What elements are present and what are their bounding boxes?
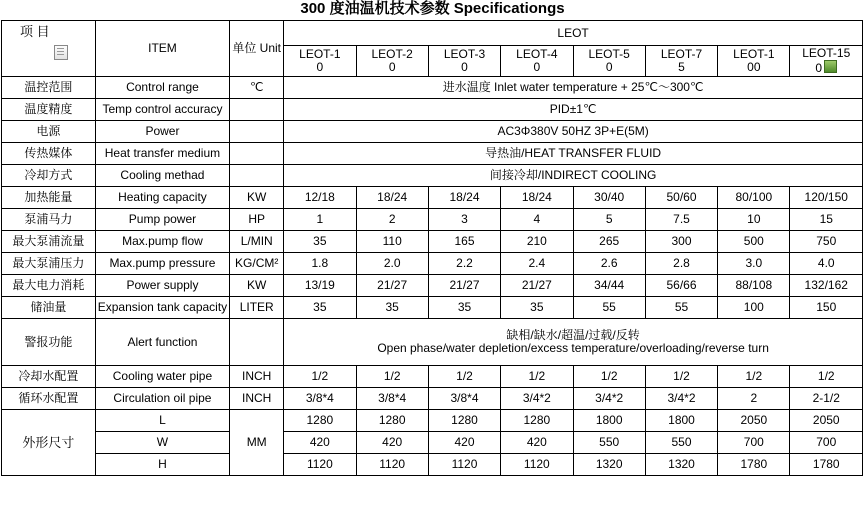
cell: 1120 — [428, 454, 500, 476]
row-label-en: Expansion tank capacity — [95, 297, 229, 319]
row-label-cn: 冷却水配置 — [2, 366, 96, 388]
cell: 7.5 — [645, 209, 717, 231]
cell: 265 — [573, 231, 645, 253]
table-row — [2, 253, 863, 275]
row-label-en: Power — [95, 121, 229, 143]
row-unit: KW — [230, 275, 284, 297]
row-label-en: Temp control accuracy — [95, 99, 229, 121]
table-row — [2, 388, 863, 410]
row-unit: KG/CM² — [230, 253, 284, 275]
row-label-en: Max.pump pressure — [95, 253, 229, 275]
row-label-cn: 警报功能 — [2, 319, 96, 366]
row-value-merged: 进水温度 Inlet water temperature + 25℃～300℃ — [284, 77, 863, 99]
row-label-cn: 循环水配置 — [2, 388, 96, 410]
row-label-cn: 最大泵浦压力 — [2, 253, 96, 275]
row-unit — [230, 99, 284, 121]
table-row — [2, 366, 863, 388]
cell: 35 — [356, 297, 428, 319]
row-value-merged: PID±1℃ — [284, 99, 863, 121]
row-label-cn: 最大电力消耗 — [2, 275, 96, 297]
cell: 1/2 — [501, 366, 573, 388]
dimension-unit: MM — [230, 410, 284, 476]
cell: 750 — [790, 231, 863, 253]
cell: 18/24 — [356, 187, 428, 209]
row-label-en: Pump power — [95, 209, 229, 231]
row-label-cn: 冷却方式 — [2, 165, 96, 187]
cell: 3/4*2 — [573, 388, 645, 410]
cell: 55 — [573, 297, 645, 319]
cell: 420 — [501, 432, 573, 454]
cell: 1280 — [284, 410, 356, 432]
table-row — [2, 77, 863, 99]
header-model-6: LEOT-7 5 — [645, 46, 717, 77]
specification-table — [1, 20, 863, 476]
row-label-cn: 温控范围 — [2, 77, 96, 99]
cell: 1.8 — [284, 253, 356, 275]
cell: 700 — [790, 432, 863, 454]
table-row-dimension — [2, 410, 863, 432]
cell: 210 — [501, 231, 573, 253]
cell: 3/8*4 — [356, 388, 428, 410]
header-model-group: LEOT — [284, 21, 863, 46]
row-label-cn: 最大泵浦流量 — [2, 231, 96, 253]
header-item-en: ITEM — [95, 21, 229, 77]
cell: 2050 — [718, 410, 790, 432]
flag-icon — [824, 60, 837, 73]
cell: 3/4*2 — [501, 388, 573, 410]
row-unit: LITER — [230, 297, 284, 319]
dimension-axis-label: L — [95, 410, 229, 432]
cell: 550 — [573, 432, 645, 454]
cell: 55 — [645, 297, 717, 319]
row-unit — [230, 165, 284, 187]
cell: 3/8*4 — [428, 388, 500, 410]
cell: 34/44 — [573, 275, 645, 297]
row-label-en: Max.pump flow — [95, 231, 229, 253]
header-model-4: LEOT-4 0 — [501, 46, 573, 77]
cell: 550 — [645, 432, 717, 454]
cell: 1/2 — [356, 366, 428, 388]
header-model-5: LEOT-5 0 — [573, 46, 645, 77]
page-title: 300 度油温机技术参数 Specificationgs — [300, 0, 565, 17]
header-model-7: LEOT-1 00 — [718, 46, 790, 77]
cell: 120/150 — [790, 187, 863, 209]
cell: 30/40 — [573, 187, 645, 209]
cell: 1120 — [501, 454, 573, 476]
cell: 88/108 — [718, 275, 790, 297]
cell: 110 — [356, 231, 428, 253]
cell: 300 — [645, 231, 717, 253]
table-row — [2, 231, 863, 253]
cell: 2.4 — [501, 253, 573, 275]
table-row — [2, 165, 863, 187]
cell: 35 — [284, 231, 356, 253]
cell: 420 — [284, 432, 356, 454]
cell: 21/27 — [428, 275, 500, 297]
row-label-cn: 储油量 — [2, 297, 96, 319]
row-unit: INCH — [230, 366, 284, 388]
row-unit: ℃ — [230, 77, 284, 99]
row-value-merged: AC3Φ380V 50HZ 3P+E(5M) — [284, 121, 863, 143]
cell: 1280 — [501, 410, 573, 432]
row-label-en: Cooling methad — [95, 165, 229, 187]
row-label-cn: 传热媒体 — [2, 143, 96, 165]
cell: 56/66 — [645, 275, 717, 297]
cell: 500 — [718, 231, 790, 253]
header-item-cn — [2, 21, 96, 77]
cell: 1 — [284, 209, 356, 231]
table-row — [2, 297, 863, 319]
header-model-1: LEOT-1 0 — [284, 46, 356, 77]
cell: 15 — [790, 209, 863, 231]
row-label-cn: 加热能量 — [2, 187, 96, 209]
cell: 165 — [428, 231, 500, 253]
cell: 2.2 — [428, 253, 500, 275]
cell: 150 — [790, 297, 863, 319]
alert-value-merged — [284, 319, 863, 366]
cell: 100 — [718, 297, 790, 319]
cell: 2 — [718, 388, 790, 410]
cell: 1800 — [645, 410, 717, 432]
cell: 21/27 — [356, 275, 428, 297]
table-row — [2, 99, 863, 121]
row-label-en: Circulation oil pipe — [95, 388, 229, 410]
row-label-cn: 电源 — [2, 121, 96, 143]
cell: 50/60 — [645, 187, 717, 209]
cell: 2 — [356, 209, 428, 231]
cell: 1/2 — [790, 366, 863, 388]
row-label-en: Alert function — [95, 319, 229, 366]
table-row-dimension — [2, 432, 863, 454]
row-unit: HP — [230, 209, 284, 231]
cell: 1800 — [573, 410, 645, 432]
row-label-en: Heat transfer medium — [95, 143, 229, 165]
cell: 12/18 — [284, 187, 356, 209]
cell: 1/2 — [428, 366, 500, 388]
row-label-en: Control range — [95, 77, 229, 99]
cell: 1320 — [573, 454, 645, 476]
cell: 3.0 — [718, 253, 790, 275]
cell: 3/4*2 — [645, 388, 717, 410]
cell: 1280 — [428, 410, 500, 432]
row-unit: L/MIN — [230, 231, 284, 253]
cell: 1/2 — [573, 366, 645, 388]
cell: 80/100 — [718, 187, 790, 209]
cell: 2.6 — [573, 253, 645, 275]
header-model-2: LEOT-2 0 — [356, 46, 428, 77]
table-row — [2, 143, 863, 165]
cell: 35 — [284, 297, 356, 319]
table-row-dimension — [2, 454, 863, 476]
dimension-label-cn: 外形尺寸 — [2, 410, 96, 476]
cell: 35 — [501, 297, 573, 319]
row-label-cn: 泵浦马力 — [2, 209, 96, 231]
row-label-cn: 温度精度 — [2, 99, 96, 121]
cell: 5 — [573, 209, 645, 231]
cell: 2-1/2 — [790, 388, 863, 410]
dimension-axis-label: W — [95, 432, 229, 454]
cell: 2.8 — [645, 253, 717, 275]
row-value-merged: 导热油/HEAT TRANSFER FLUID — [284, 143, 863, 165]
cell: 700 — [718, 432, 790, 454]
table-header-row-1 — [2, 21, 863, 46]
alert-line-cn: 缺相/缺水/超温/过载/反转 — [506, 328, 640, 342]
header-item-cn-label: 项 目 — [20, 24, 50, 39]
row-label-en: Heating capacity — [95, 187, 229, 209]
cell: 18/24 — [501, 187, 573, 209]
header-model-8: LEOT-15 0 — [790, 46, 863, 77]
table-row-alert — [2, 319, 863, 366]
row-unit: INCH — [230, 388, 284, 410]
cell: 4.0 — [790, 253, 863, 275]
cell: 1320 — [645, 454, 717, 476]
cell: 13/19 — [284, 275, 356, 297]
alert-line-en: Open phase/water depletion/excess temperature/overloading/reverse turn — [377, 341, 769, 355]
table-row — [2, 187, 863, 209]
cell: 2.0 — [356, 253, 428, 275]
cell: 4 — [501, 209, 573, 231]
row-label-en: Cooling water pipe — [95, 366, 229, 388]
row-unit: KW — [230, 187, 284, 209]
cell: 1120 — [356, 454, 428, 476]
cell: 1/2 — [718, 366, 790, 388]
cell: 35 — [428, 297, 500, 319]
document-icon — [54, 45, 68, 60]
cell: 21/27 — [501, 275, 573, 297]
row-unit — [230, 121, 284, 143]
cell: 1/2 — [645, 366, 717, 388]
row-value-merged: 间接冷却/INDIRECT COOLING — [284, 165, 863, 187]
cell: 1/2 — [284, 366, 356, 388]
cell: 1120 — [284, 454, 356, 476]
cell: 420 — [356, 432, 428, 454]
cell: 3 — [428, 209, 500, 231]
cell: 2050 — [790, 410, 863, 432]
row-label-en: Power supply — [95, 275, 229, 297]
cell: 132/162 — [790, 275, 863, 297]
row-unit — [230, 143, 284, 165]
table-row — [2, 209, 863, 231]
dimension-axis-label: H — [95, 454, 229, 476]
table-row — [2, 275, 863, 297]
header-model-3: LEOT-3 0 — [428, 46, 500, 77]
cell: 1280 — [356, 410, 428, 432]
cell: 1780 — [790, 454, 863, 476]
header-unit: 单位 Unit — [230, 21, 284, 77]
cell: 3/8*4 — [284, 388, 356, 410]
cell: 1780 — [718, 454, 790, 476]
cell: 10 — [718, 209, 790, 231]
table-row — [2, 121, 863, 143]
row-unit — [230, 319, 284, 366]
cell: 420 — [428, 432, 500, 454]
cell: 18/24 — [428, 187, 500, 209]
